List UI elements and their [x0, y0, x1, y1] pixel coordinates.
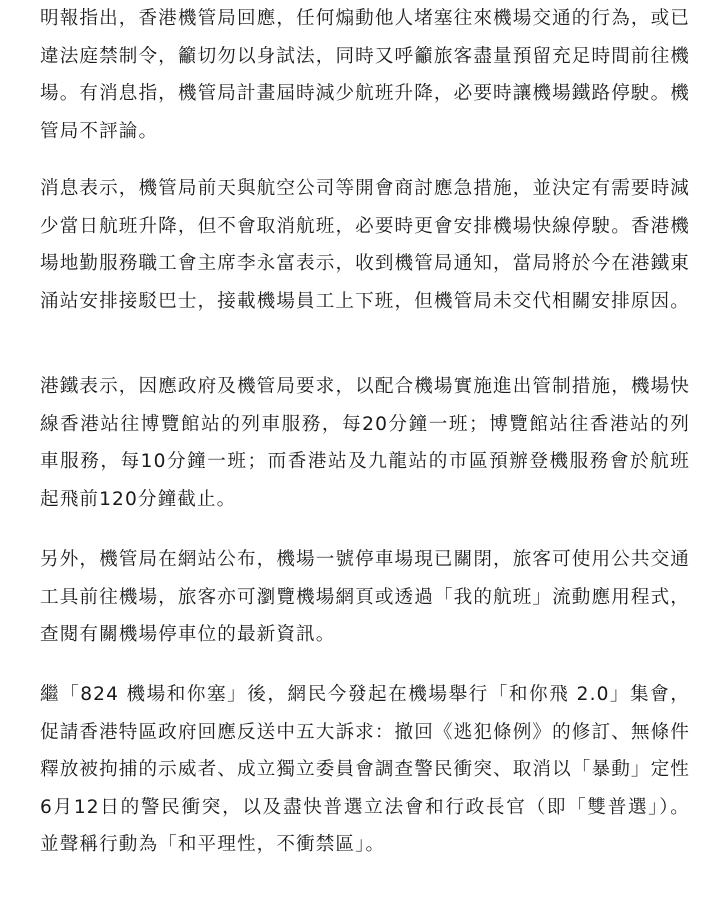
- paragraph-car-park: 另外，機管局在網站公布，機場一號停車場現已關閉，旅客可使用公共交通工具前往機場，旅客亦可瀏覽機場網頁或透過「我的航班」流動應用程式，查閱有關機場停車位的最新資訊。: [40, 549, 690, 645]
- paragraph-emergency-measures: 消息表示，機管局前天與航空公司等開會商討應急措施，並決定有需要時減少當日航班升降，但不會取消航班，必要時更會安排機場快線停駛。香港機場地勤服務職工會主席李永富表示，收到機管局通知，當局將於今在港鐵東涌站安排接駁巴士，接載機場員工上下班，但機管局未交代相關安排原因。: [40, 178, 690, 312]
- paragraph-mtr-service: 港鐵表示，因應政府及機管局要求，以配合機場實施進出管制措施，機場快線香港站往博覽館站的列車服務，每20分鐘一班；博覽館站往香港站的列車服務，每10分鐘一班；而香港站及九龍站的市區預辦登機服務會於航班起飛前120分鐘截止。: [40, 376, 690, 510]
- paragraph-netizen-rally: 繼「824 機場和你塞」後，網民今發起在機場舉行「和你飛 2.0」集會，促請香港特區政府回應反送中五大訴求：撤回《逃犯條例》的修訂、無條件釋放被拘捕的示威者、成立獨立委員會調查警民衝突、取消以「暴動」定性6月12日的警民衝突，以及盡快普選立法會和行政長官（即「雙普選」）。並聲稱行動為「和平理性，不衝禁區」。: [40, 684, 690, 855]
- paragraph-airport-authority-response: 明報指出，香港機管局回應，任何煽動他人堵塞往來機場交通的行為，或已違法庭禁制令，籲切勿以身試法，同時又呼籲旅客盡量預留充足時間前往機場。有消息指，機管局計畫屆時減少航班升降，必要時讓機場鐵路停駛。機管局不評論。: [40, 8, 690, 142]
